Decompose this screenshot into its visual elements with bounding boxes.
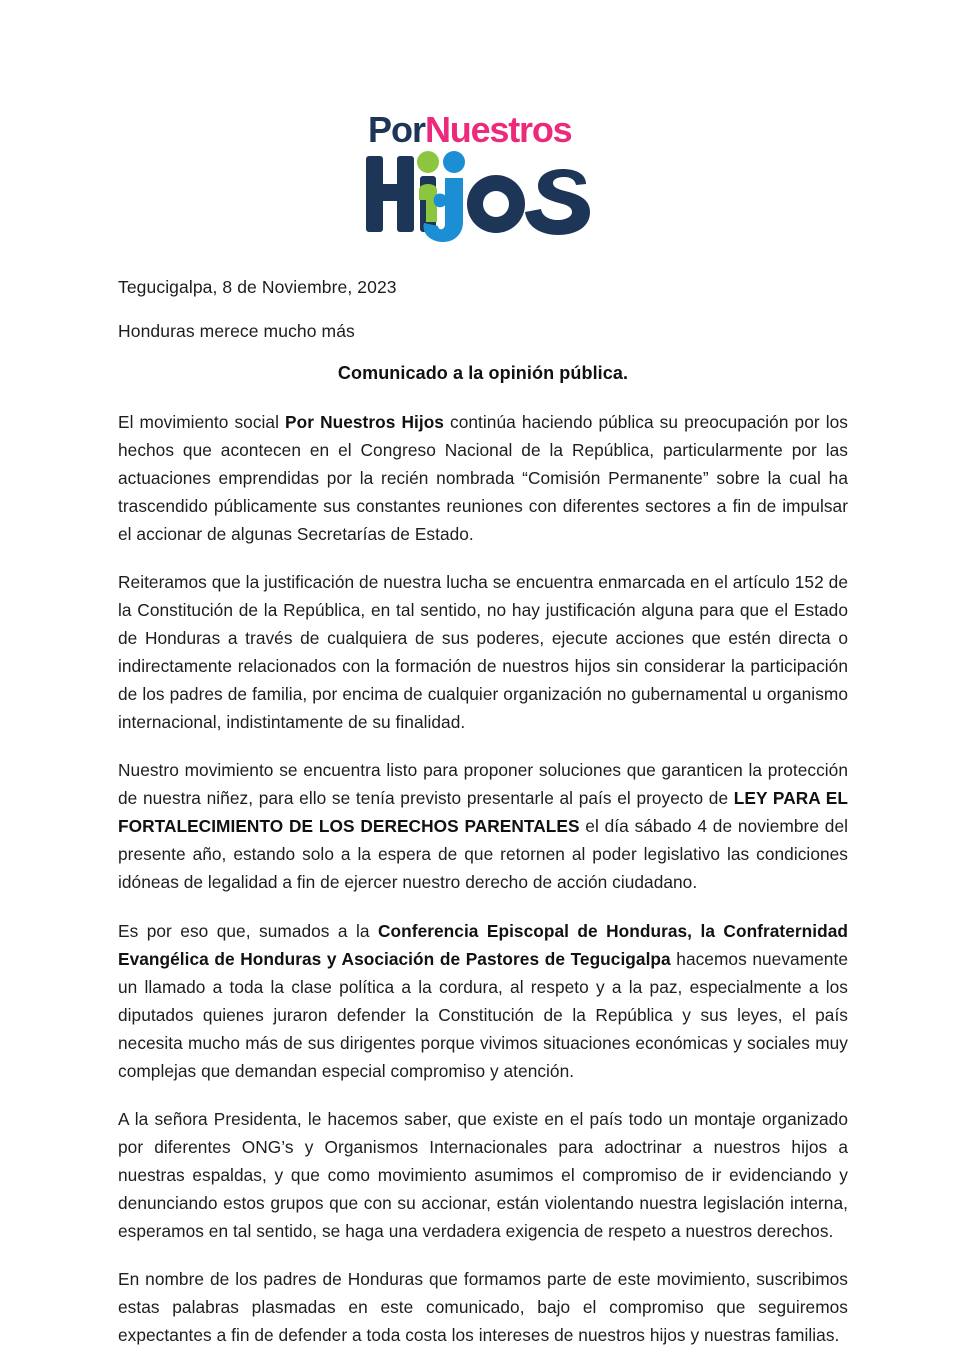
p3-bold-law-name: LEY PARA EL FORTALECIMIENTO DE LOS DERECHOS PARENTALES [118, 788, 848, 837]
p5-text-1: A la señora Presidenta, le hacemos saber, que existe en el país todo un montaje organizado por diferentes ONG’s y Organismos Internacionales para adoctrinar a nuestros hijos a nuestras espaldas, y que como movimiento asumimos el compromiso de ir evidenciando y denunciando estos grupos que con su accionar, están violentando nuestra legislación interna, esperamos en tal sentido, se haga una verdadera exigencia de respeto a nuestros derechos. [118, 1108, 848, 1241]
paragraph-2 [118, 568, 848, 736]
place-and-date: Tegucigalpa, 8 de Noviembre, 2023 [118, 277, 397, 297]
p3-text-1: Nuestro movimiento se encuentra listo para proponer soluciones que garanticen la protección de nuestra niñez, para ello se tenía previsto presentarle al país el proyecto de [118, 760, 848, 809]
p4-bold-organizations: Conferencia Episcopal de Honduras, la Confraternidad Evangélica de Honduras y Asociación de Pastores de Tegucigalpa [118, 920, 848, 969]
paragraph-4 [118, 917, 848, 1085]
logo-container [0, 0, 960, 254]
p4-text-1: Es por eso que, sumados a la [118, 920, 379, 941]
paragraph-6 [118, 1265, 848, 1349]
svg-text:Por: Por [368, 109, 426, 150]
page-title: Comunicado a la opinión pública. [337, 363, 629, 384]
p3-text-2: el día sábado 4 de noviembre del presente año, estando solo a la espera de que retornen al poder legislativo las condiciones idóneas de legalidad a fin de ejercer nuestro derecho de acción ciudadano. [118, 816, 848, 893]
p2-text-1: Reiteramos que la justificación de nuestra lucha se encuentra enmarcada en el artículo 152 de la Constitución de la República, en tal sentido, no hay justificación alguna para que el Estado de Honduras a través de cualquiera de sus poderes, ejecute acciones que estén directa o indirectamente relacionados con la formación de nuestros hijos sin considerar la participación de los padres de familia, por encima de cualquier organización no gubernamental u organismo internacional, indistintamente de su finalidad. [118, 572, 848, 733]
paragraph-3 [118, 756, 848, 896]
paragraph-5 [118, 1105, 848, 1245]
p1-bold-movement-name: Por Nuestros Hijos [285, 412, 444, 433]
p1-text-1: El movimiento social [118, 412, 286, 433]
p1-text-2: continúa haciendo pública su preocupación por los hechos que acontecen en el Congreso Nacional de la República, particularmente por las actuaciones emprendidas por la recién nombrada “Comisión Permanente” sobre la cual ha trascendido públicamente sus constantes reuniones con diferentes sectores a fin de impulsar el accionar de algunas Secretarías de Estado. [118, 412, 849, 545]
svg-text:Nuestros: Nuestros [425, 109, 572, 150]
slogan-line: Honduras merece mucho más [118, 320, 355, 341]
por-nuestros-hijos-logo [362, 104, 598, 254]
paragraph-1 [118, 408, 848, 548]
p6-text-1: En nombre de los padres de Honduras que formamos parte de este movimiento, suscribimos estas palabras plasmadas en este comunicado, bajo el compromiso que seguiremos expectantes a fin de defender a toda costa los intereses de nuestros hijos y nuestras familias. [118, 1268, 848, 1345]
document-content [0, 276, 960, 1349]
p4-text-2: hacemos nuevamente un llamado a toda la clase política a la cordura, al respeto y a la paz, especialmente a los diputados quienes juraron defender la Constitución de la República y sus leyes, el país necesita mucho más de sus dirigentes porque vivimos situaciones económicas y sociales muy complejas que demandan especial compromiso y atención. [118, 948, 848, 1081]
